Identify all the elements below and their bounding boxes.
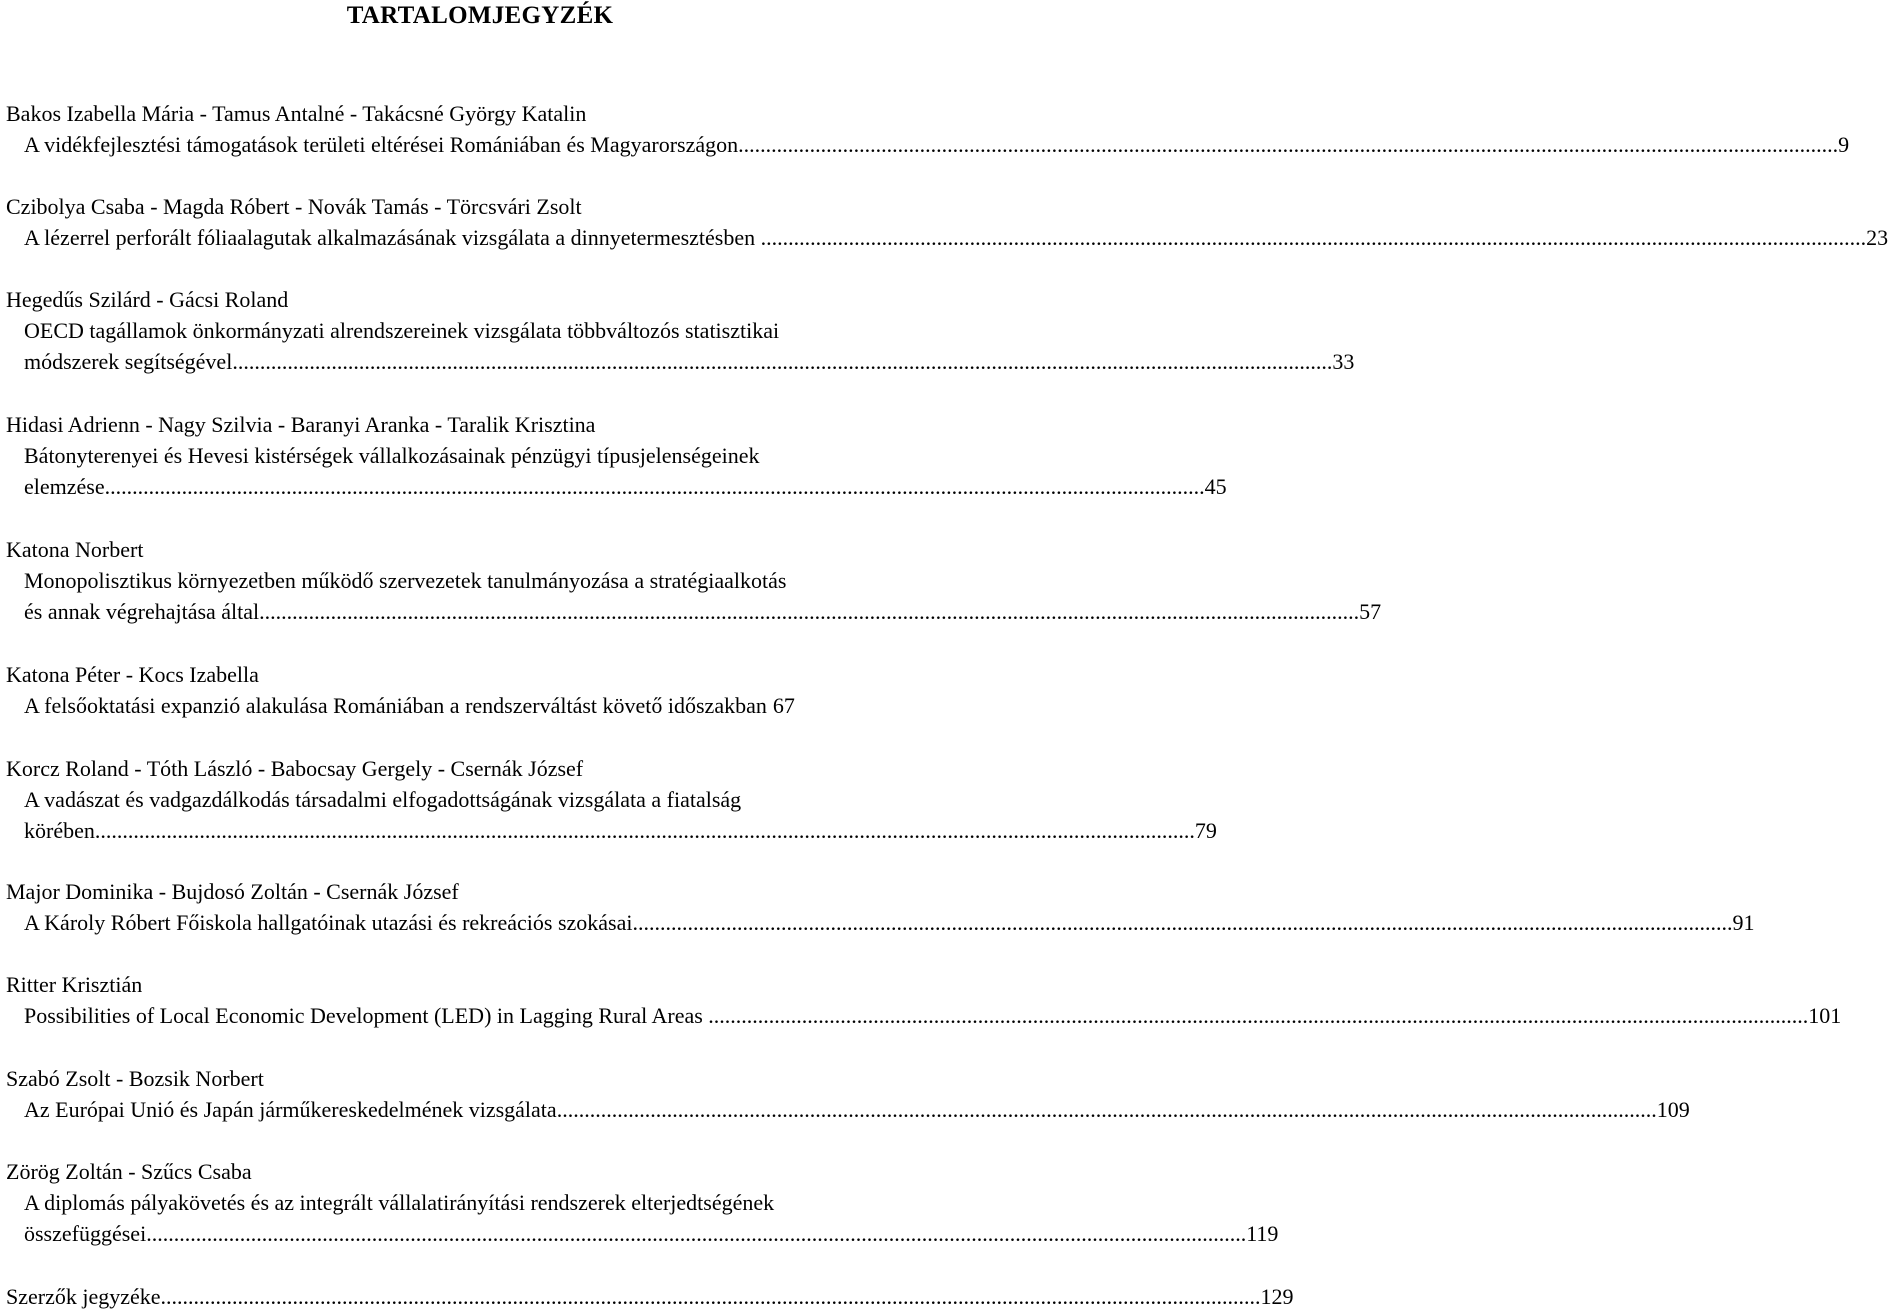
entry-title: elemzése [24, 474, 105, 499]
entry-title-line[interactable] [24, 1000, 1842, 1031]
toc-entry [6, 877, 1755, 938]
toc-entry [6, 99, 1850, 160]
toc-entry [6, 410, 1227, 502]
entry-title: A lézerrel perforált fóliaalagutak alkalmazásának vizsgálata a dinnyetermesztésben . [24, 225, 767, 250]
page-number: 23 [1866, 225, 1888, 250]
dot-leader [105, 471, 1205, 502]
dot-leader [557, 1094, 1657, 1125]
entry-authors: Katona Péter - Kocs Izabella [6, 662, 259, 687]
entry-title-line[interactable] [24, 471, 1227, 502]
entry-title: A felsőoktatási expanzió alakulása Romániában a rendszerváltást követő időszakban [24, 693, 767, 718]
page-number: 57 [1359, 599, 1382, 624]
toc-entry [6, 970, 1842, 1031]
page-number: 91 [1732, 910, 1755, 935]
entry-title-line: OECD tagállamok önkormányzati alrendszereinek vizsgálata többváltozós statisztikai [24, 318, 780, 343]
entry-authors: Zörög Zoltán - Szűcs Csaba [6, 1159, 252, 1184]
entry-title-line[interactable] [24, 1094, 1690, 1125]
entry-title-line[interactable] [24, 596, 1382, 627]
page-number: 45 [1204, 474, 1227, 499]
entry-title-line: A diplomás pályakövetés és az integrált vállalatirányítási rendszerek elterjedtségének [24, 1190, 775, 1215]
entry-title-line: A vadászat és vadgazdálkodás társadalmi elfogadottságának vizsgálata a fiatalság [24, 787, 742, 812]
entry-title: Az Európai Unió és Japán járműkereskedelmének vizsgálata [24, 1097, 557, 1122]
toc-entry [6, 1064, 1690, 1125]
entry-title: összefüggései [24, 1221, 147, 1246]
entry-title: és annak végrehajtása által [24, 599, 260, 624]
entry-authors: Hidasi Adrienn - Nagy Szilvia - Baranyi Aranka - Taralik Krisztina [6, 412, 596, 437]
entry-authors: Hegedűs Szilárd - Gácsi Roland [6, 287, 289, 312]
entry-title-line: Bátonyterenyei és Hevesi kistérségek vállalkozásainak pénzügyi típusjelenségeinek [24, 443, 760, 468]
entry-authors: Szabó Zsolt - Bozsik Norbert [6, 1066, 264, 1091]
dot-leader [738, 129, 1838, 160]
entry-title-line[interactable] [24, 815, 1217, 846]
page-number: 101 [1808, 1003, 1842, 1028]
dot-leader [95, 815, 1195, 846]
toc-entry [6, 535, 1382, 627]
entry-title-line[interactable] [24, 690, 960, 721]
dot-leader [259, 596, 1359, 627]
toc-entry [6, 754, 1217, 846]
dot-leader [766, 222, 1866, 253]
entry-title-line[interactable] [24, 1218, 1279, 1249]
entry-authors: Ritter Krisztián [6, 972, 143, 997]
entry-title-line[interactable] [24, 222, 1888, 253]
entry-title: körében [24, 818, 95, 843]
entry-authors: Bakos Izabella Mária - Tamus Antalné - Takácsné György Katalin [6, 101, 587, 126]
entry-title-line[interactable] [24, 907, 1755, 938]
dot-leader [708, 1000, 1808, 1031]
page-number: 119 [1246, 1221, 1279, 1246]
page-number: 79 [1194, 818, 1217, 843]
page-number: 33 [1332, 349, 1355, 374]
entry-title: A Károly Róbert Főiskola hallgatóinak utazási és rekreációs szokásai [24, 910, 633, 935]
dot-leader [161, 1281, 1261, 1312]
toc-entry [6, 660, 960, 721]
toc-entry [6, 285, 1355, 377]
entry-title-line: Monopolisztikus környezetben működő szervezetek tanulmányozása a stratégiaalkotás [24, 568, 787, 593]
entry-title: A vidékfejlesztési támogatások területi eltérései Romániában és Magyarországon [24, 132, 739, 157]
dot-leader [146, 1218, 1246, 1249]
entry-title-line[interactable] [24, 129, 1850, 160]
toc-entry [6, 1157, 1279, 1249]
entry-authors: Korcz Roland - Tóth László - Babocsay Gergely - Csernák József [6, 756, 584, 781]
page-number: 109 [1656, 1097, 1690, 1122]
page-number: 9 [1838, 132, 1850, 157]
page-title: TARTALOMJEGYZÉK [346, 2, 614, 29]
entry-authors: Katona Norbert [6, 537, 144, 562]
toc-entry [6, 192, 1888, 253]
entry-title: módszerek segítségével [24, 349, 233, 374]
entry-title: Szerzők jegyzéke [6, 1284, 161, 1309]
entry-title: Possibilities of Local Economic Development (LED) in Lagging Rural Areas [24, 1003, 709, 1028]
page-number: 129 [1260, 1284, 1294, 1309]
entry-title-line[interactable] [24, 346, 1355, 377]
entry-authors: Czibolya Csaba - Magda Róbert - Novák Tamás - Törcsvári Zsolt [6, 194, 582, 219]
page-number: 67 [772, 693, 795, 718]
toc-entry-authors-index[interactable] [6, 1281, 1294, 1312]
dot-leader [633, 907, 1733, 938]
dot-leader [232, 346, 1332, 377]
entry-authors: Major Dominika - Bujdosó Zoltán - Csernák József [6, 879, 459, 904]
